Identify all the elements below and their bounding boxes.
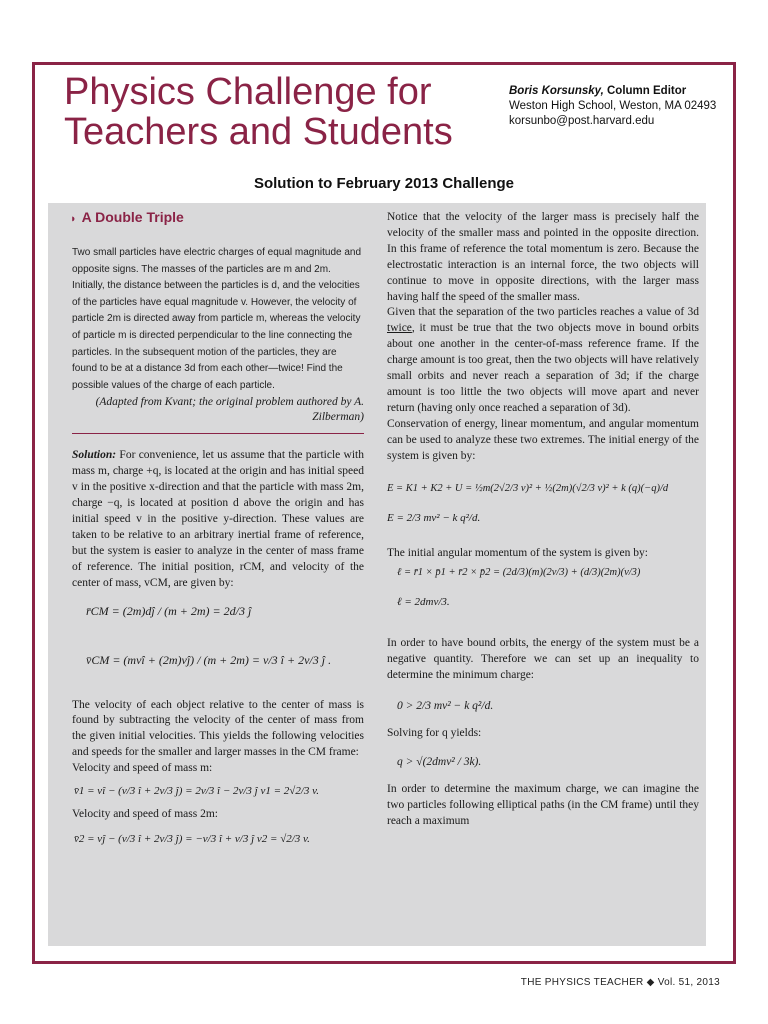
column-title-line1: Physics Challenge for xyxy=(64,71,432,113)
problem-title: A Double Triple xyxy=(81,209,184,225)
equation-inequality xyxy=(397,700,699,712)
equation-rcm xyxy=(86,604,364,619)
equation-vcm xyxy=(86,653,364,668)
problem-text: Two small particles have electric charges of equal magnitude and opposite signs. The masses of the particles are m and 2m. Initially, the distance between the particles is d, and the velocities of the particles have equal magnitude v. However, the velocity of particle 2m is directed away from particle m, whereas the velocity of particle m is directed perpendicular to the line connecting the particles. In the subsequent motion of the particles, they are found to be at a distance 3d from each other—twice! Find the possible values of the charge of each particle. xyxy=(72,247,362,391)
right-paragraph-4: The initial angular momentum of the system is given by: xyxy=(387,546,648,559)
solution-label: Solution: xyxy=(72,449,117,462)
equation-v2-text: v̄2 = vĵ − (v/3 î + 2v/3 ĵ) = −v/3 î + v/3 ĵ v2 = √2/3 v. xyxy=(74,832,310,845)
equation-v2 xyxy=(74,833,364,845)
equation-v1 xyxy=(74,785,364,797)
left-column xyxy=(72,206,364,845)
editor-name: Boris Korsunsky, xyxy=(509,85,604,97)
equation-inequality-text: 0 > 2/3 mv² − k q²/d. xyxy=(397,700,494,713)
equation-v1-text: v̄1 = vî − (v/3 î + 2v/3 ĵ) = 2v/3 î − 2v/3 ĵ v1 = 2√2/3 v. xyxy=(74,785,319,798)
column-title-line2: Teachers and Students xyxy=(64,111,453,153)
editor-school: Weston High School, Weston, MA 02493 xyxy=(509,100,717,112)
equation-vcm-text: v̄CM = (mvî + (2m)vĵ) / (m + 2m) = v/3 î + 2v/3 ĵ . xyxy=(86,652,332,667)
editor-line xyxy=(509,84,716,99)
right-paragraph-2a: Given that the separation of the two particles reaches a value of 3d xyxy=(387,306,699,319)
right-paragraph-3: Conservation of energy, linear momentum, and angular momentum can be used to analyze these two extremes. The initial energy of the system is given by: xyxy=(387,417,699,462)
right-paragraph-1: Notice that the velocity of the larger mass is precisely half the velocity of the smaller mass and pointed in the opposite direction. In this frame of reference the total momentum is zero. Because the electrostatic interaction is an internal force, the two objects will continue to move in opposite directions, with the larger mass having half the speed of the smaller mass. xyxy=(387,211,699,303)
equation-angular-simplified-text: ℓ = 2dmv/3. xyxy=(397,596,450,609)
mass-2m-label: Velocity and speed of mass 2m: xyxy=(72,808,218,821)
equation-q-text: q > √(2dmv² / 3k). xyxy=(397,756,482,769)
mass-m-label: Velocity and speed of mass m: xyxy=(72,762,213,775)
solution-title: Solution to February 2013 Challenge xyxy=(253,175,515,192)
solution-paragraph xyxy=(72,448,364,591)
solution-text: For convenience, let us assume that the particle with mass m, charge +q, is located at the origin and has initial speed v in the positive x-direction and that the particle with mass 2m, charge −q, is located at position d above the origin and has initial speed v in the positive y-direction. These values are taken to be relative to an arbitrary inertial frame of reference, but the system is easier to analyze in the center of mass frame of reference. The initial position, rCM, and velocity of the center of mass, vCM, are given by: xyxy=(72,449,365,589)
equation-angular-simplified xyxy=(397,596,699,608)
column-title xyxy=(64,72,453,152)
right-paragraph-5: In order to have bound orbits, the energy of the system must be a negative quantity. Therefore we can set up an inequality to determine the minimum charge: xyxy=(387,637,699,682)
equation-q xyxy=(397,756,699,768)
equation-rcm-text: r̄CM = (2m)dĵ / (m + 2m) = 2d/3 ĵ xyxy=(86,603,252,618)
equation-angular-text: ℓ = r̄1 × p̄1 + r̄2 × p̄2 = (2d/3)(m)(2v/3) + (d/3)(2m)(v/3) xyxy=(397,567,641,579)
twice-text: twice xyxy=(387,322,412,335)
right-paragraph-6: Solving for q yields: xyxy=(387,727,482,740)
editor-block xyxy=(509,84,716,129)
journal-footer: THE PHYSICS TEACHER ◆ Vol. 51, 2013 xyxy=(520,977,720,988)
equation-energy xyxy=(387,483,699,494)
right-column xyxy=(387,210,699,830)
editor-role: Column Editor xyxy=(607,85,687,97)
velocity-paragraph: The velocity of each object relative to the center of mass is found by subtracting the velocity of the center of mass from the given initial velocities. This yields the following velocities and speeds for the smaller and larger masses in the CM frame: xyxy=(72,698,364,759)
equation-energy-text: E = K1 + K2 + U = ½m(2√2/3 v)² + ½(2m)(√2/3 v)² + k (q)(−q)/d xyxy=(387,482,669,494)
right-paragraph-2 xyxy=(387,305,699,416)
right-paragraph-7: In order to determine the maximum charge, we can imagine the two particles following elliptical paths (in the CM frame) until they reach a maximum xyxy=(387,783,699,827)
problem-attribution: (Adapted from Kvant; the original problem authored by A. Zilberman) xyxy=(95,396,364,424)
section-divider xyxy=(72,433,364,434)
heading-bullet-icon: ◗ xyxy=(70,213,77,225)
editor-email: korsunbo@post.harvard.edu xyxy=(509,115,655,127)
equation-energy-simplified xyxy=(387,512,699,524)
problem-heading xyxy=(70,209,364,225)
equation-energy-simplified-text: E = 2/3 mv² − k q²/d. xyxy=(387,511,481,524)
right-paragraph-2b: , it must be true that the two objects move in bound orbits about one another in the center-of-mass reference frame. If the charge amount is too great, then the two objects will have relatively small orbits and never reach a separation of 3d; if the charge amount is too little the two objects will move apart and never return (having only once reached a separation of 3d). xyxy=(387,322,699,414)
equation-angular xyxy=(397,567,699,578)
